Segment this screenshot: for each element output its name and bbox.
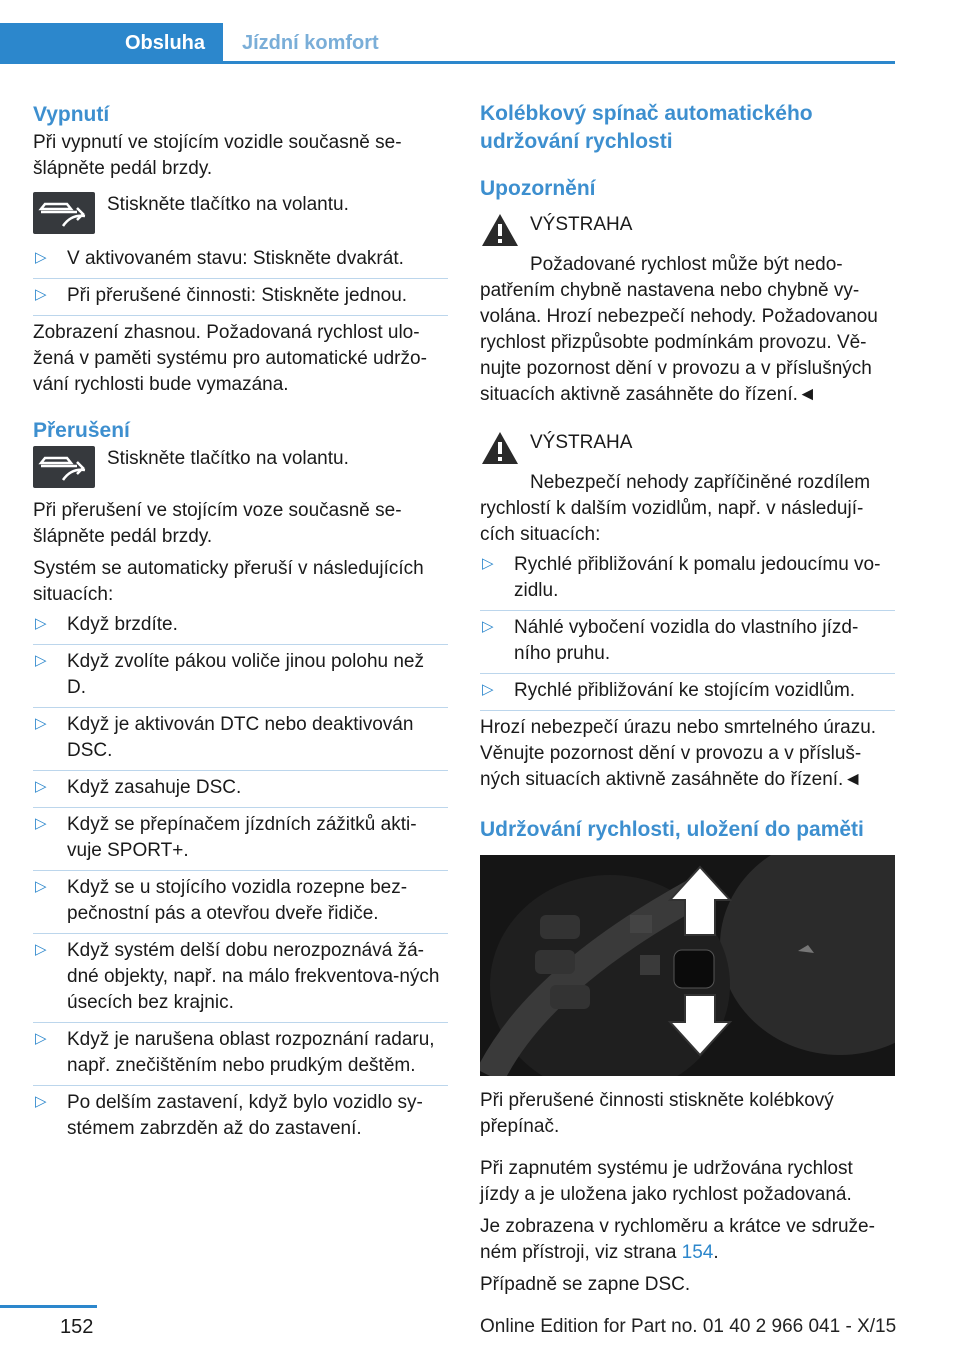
cruise-control-button-icon xyxy=(33,192,95,234)
warning-2 xyxy=(480,426,895,466)
heading-udrzovani: Udržování rychlosti, uložení do paměti xyxy=(480,818,864,841)
chapter-tab-bar xyxy=(0,23,895,63)
right-column xyxy=(480,100,895,1298)
udrzovani-p2: Při zapnutém systému je udržována rychlost jízdy a je uložena jako rychlost požadovaná. xyxy=(480,1158,853,1205)
tab-obsluha[interactable]: Obsluha xyxy=(0,23,223,63)
list-item: ▷ Když je narušena oblast rozpoznání radaru, např. znečištěním nebo prudkým deštěm. xyxy=(33,1023,448,1086)
list-item: ▷ Po delším zastavení, když bylo vozidlo sy-stémem zabrzděn až do zastavení. xyxy=(35,1092,423,1139)
page-link-154[interactable]: 154 xyxy=(681,1242,714,1263)
triangle-bullet-icon: ▷ xyxy=(35,815,47,832)
udrzovani-p4: Případně se zapne DSC. xyxy=(480,1274,691,1295)
preruseni-p2: Systém se automaticky přeruší v následujících situacích: xyxy=(33,558,424,605)
list-item: ▷ Když systém delší dobu nerozpoznává žá-dné objekty, např. na málo frekventova-ných úsecích bez krajnic. xyxy=(33,934,448,1023)
triangle-bullet-icon: ▷ xyxy=(35,941,47,958)
list-item: ▷ Při přerušené činnosti: Stiskněte jednou. xyxy=(33,279,448,316)
warning-triangle-icon xyxy=(480,430,520,466)
cruise-control-button-icon xyxy=(33,446,95,488)
list-item: ▷ Když zasahuje DSC. xyxy=(33,771,448,808)
triangle-bullet-icon: ▷ xyxy=(482,618,494,635)
heading-preruseni: Přerušení xyxy=(33,419,130,442)
page-number-rule xyxy=(0,1305,97,1308)
heading-vypnuti: Vypnutí xyxy=(33,103,110,126)
triangle-bullet-icon: ▷ xyxy=(35,652,47,669)
warning-2-text: Nebezpečí nehody zapříčiněné rozdílem rychlostí k dalším vozidlům, např. v následují-cích situacích: xyxy=(480,472,871,545)
triangle-bullet-icon: ▷ xyxy=(35,286,47,303)
left-column xyxy=(33,100,448,1148)
triangle-bullet-icon: ▷ xyxy=(482,555,494,572)
tab-jizdni-komfort[interactable]: Jízdní komfort xyxy=(242,32,379,54)
vypnuti-icon-text: Stiskněte tlačítko na volantu. xyxy=(107,194,349,215)
warning-2-bullet-list xyxy=(480,548,895,711)
warning-1 xyxy=(480,208,895,248)
vypnuti-intro: Při vypnutí ve stojícím vozidle současně se-šlápněte pedál brzdy. xyxy=(33,132,402,179)
warning-1-title: VÝSTRAHA xyxy=(530,214,633,235)
vypnuti-outro: Zobrazení zhasnou. Požadovaná rychlost ulo-žená v paměti systému pro automatické udržo-vání rychlosti bude vymazána. xyxy=(33,322,427,395)
udrzovani-p3: Je zobrazena v rychloměru a krátce ve sdruže-ném přístroji, viz strana 154. xyxy=(480,1216,875,1263)
warning-triangle-icon xyxy=(480,212,520,248)
list-item: ▷ Náhlé vybočení vozidla do vlastního jízd-ního pruhu. xyxy=(480,611,895,674)
vypnuti-bullet-list xyxy=(33,242,448,316)
list-item: ▷ Když zvolíte pákou voliče jinou polohu než D. xyxy=(33,645,448,708)
triangle-bullet-icon: ▷ xyxy=(35,778,47,795)
triangle-bullet-icon: ▷ xyxy=(35,1030,47,1047)
page-number: 152 xyxy=(60,1316,94,1338)
vypnuti-icon-row xyxy=(33,192,448,234)
list-item: ▷ V aktivovaném stavu: Stiskněte dvakrát. xyxy=(33,242,448,279)
list-item: ▷ Když je aktivován DTC nebo deaktivován DSC. xyxy=(33,708,448,771)
preruseni-p1: Při přerušení ve stojícím voze současně se-šlápněte pedál brzdy. xyxy=(33,500,402,547)
triangle-bullet-icon: ▷ xyxy=(35,249,47,266)
preruseni-icon-text: Stiskněte tlačítko na volantu. xyxy=(107,448,349,469)
triangle-bullet-icon: ▷ xyxy=(35,615,47,632)
heading-upozorneni: Upozornění xyxy=(480,177,596,200)
steering-wheel-rocker-photo xyxy=(480,855,895,1076)
list-item: ▷ Rychlé přibližování k pomalu jedoucímu vo-zidlu. xyxy=(480,548,895,611)
triangle-bullet-icon: ▷ xyxy=(35,1093,47,1110)
triangle-bullet-icon: ▷ xyxy=(35,878,47,895)
footer-edition: Online Edition for Part no. 01 40 2 966 041 - X/15 xyxy=(480,1316,897,1337)
list-item: ▷ Když se přepínačem jízdních zážitků akti-vuje SPORT+. xyxy=(33,808,448,871)
tab-underline xyxy=(0,61,895,64)
list-item: ▷ Když brzdíte. xyxy=(33,608,448,645)
list-item: ▷ Rychlé přibližování ke stojícím vozidlům. xyxy=(480,674,895,711)
list-item: ▷ Když se u stojícího vozidla rozepne bez-pečnostní pás a otevřou dveře řidiče. xyxy=(33,871,448,934)
warning-2-outro: Hrozí nebezpečí úrazu nebo smrtelného úrazu. Věnujte pozornost dění v provozu a v přísluš-ných situacích aktivně zasáhněte do řízení.◄ xyxy=(480,717,877,790)
triangle-bullet-icon: ▷ xyxy=(482,681,494,698)
udrzovani-p1: Při přerušené činnosti stiskněte kolébkový přepínač. xyxy=(480,1090,834,1137)
warning-2-title: VÝSTRAHA xyxy=(530,432,633,453)
warning-1-text: Požadované rychlost může být nedo-patřením chybně nastavena nebo chybně vy-volána. Hrozí nebezpečí nehody. Požadovanou rychlost přizpůsobte podmínkám provozu. Vě-nujte pozornost dění v provozu a v příslušných situacích aktivně zasáhněte do řízení.◄ xyxy=(480,254,878,405)
preruseni-bullet-list xyxy=(33,608,448,1148)
triangle-bullet-icon: ▷ xyxy=(35,715,47,732)
heading-rocker-switch: Kolébkový spínač automatického udržování rychlosti xyxy=(480,102,813,153)
preruseni-icon-row xyxy=(33,446,448,488)
